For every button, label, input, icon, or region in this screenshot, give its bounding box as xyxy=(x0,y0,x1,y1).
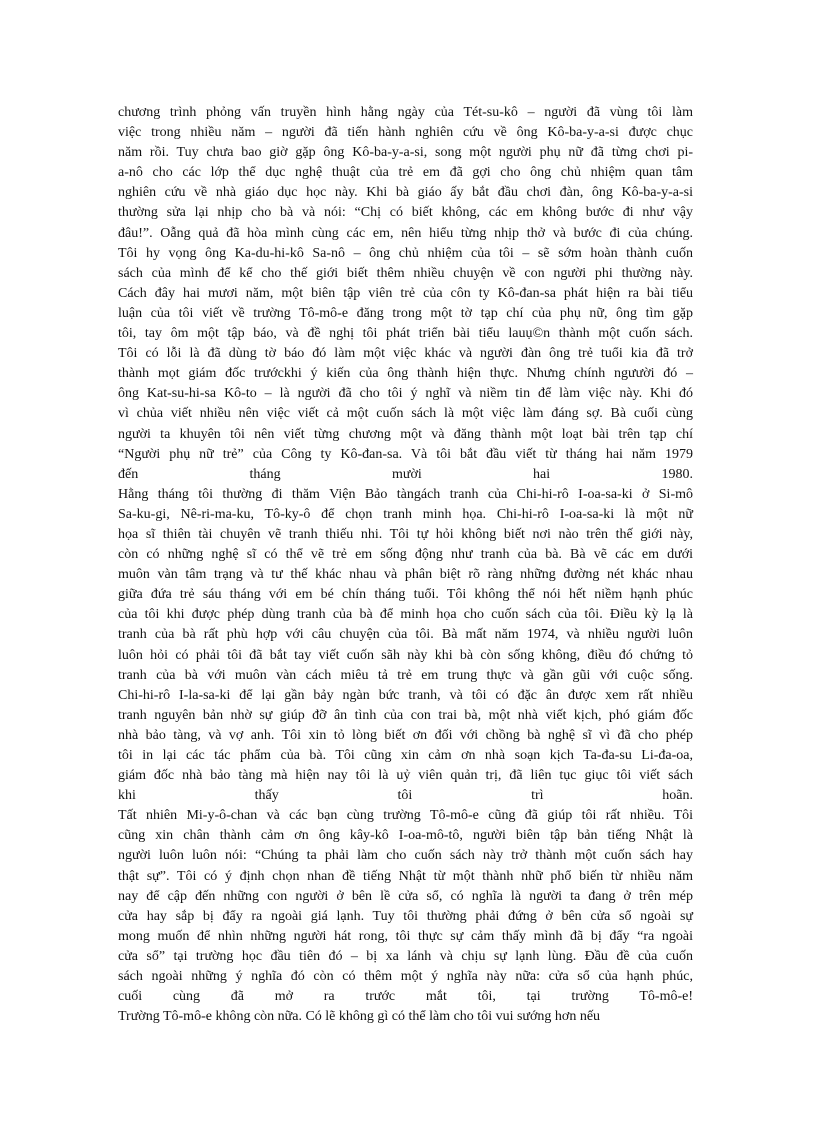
text-line: Trường Tô-mô-e không còn nữa. Có lẽ không gì có thể làm cho tôi vui sướng hơn nếu xyxy=(118,1009,601,1025)
text-line: tranh nguyên bản nhờ sự giúp đỡ ân tình của con trai bà, một nhà viết kịch, phó giám đốc xyxy=(118,707,693,723)
text-line: người luôn luôn nói: “Chúng ta phải làm cho cuốn sách này trở thành một cuốn sách hay xyxy=(118,848,693,864)
text-line: nghiên cứu về nhà giáo dục học này. Khi bà giáo ấy bắt đầu chơi đàn, ông Kô-ba-y-a-si xyxy=(118,185,693,201)
text-line: giám đốc nhà bảo tàng mà hiện nay tôi là uỷ viên quản trị, đã liên tục giục tôi viết sách xyxy=(118,768,693,784)
text-line: Sa-ku-gi, Nê-ri-ma-ku, Tô-ky-ô để chọn tranh minh họa. Chi-hi-rô I-oa-sa-ki là một nữ xyxy=(118,506,693,522)
text-line: đâu!”. Oẫng quả đã hòa mình cùng các em, nên hiểu từng nhịp thở và bước đi của chúng. xyxy=(118,225,693,241)
text-line: đến tháng mười hai 1980. xyxy=(118,466,693,482)
text-line: thành mọt giám đốc trướckhi ý kiến của ông thành hiện thực. Nhưng chính ngưười đó – xyxy=(118,366,693,382)
text-line: cửa hay sắp bị đẩy ra ngoài giá lạnh. Tuy tôi thường phải đứng ở bên cửa sổ ngoài sự xyxy=(118,908,693,924)
text-line: Tôi có lỗi là đã dùng tờ báo đó làm một việc khác và người đàn ông trẻ tuổi kia đã trở xyxy=(118,346,693,362)
text-line: năm rồi. Tuy chưa bao giờ gặp ông Kô-ba-y-a-si, song một người phụ nữ đã từng chơi pi- xyxy=(118,145,693,161)
text-line: còn có những nghệ sĩ có thể vẽ trẻ em sống động như tranh của bà. Bà vẽ các em dưới xyxy=(118,547,693,563)
text-line: tranh của bà rất phù hợp với câu chuyện của tôi. Bà mất năm 1974, và nhiều người luôn xyxy=(118,627,693,643)
text-line: sách của mình để kể cho thế giới biết thêm nhiều chuyện về con người phi thường này. xyxy=(118,265,693,281)
text-line: nay để cập đến những con người ở bên lề cửa sổ, có nghĩa là người ta đang ở trên mép xyxy=(118,888,693,904)
text-line: Chi-hi-rô I-la-sa-ki để lại gần bảy ngàn bức tranh, và tôi có đặc ân được xem rất nhiều xyxy=(118,687,693,703)
text-line: cửa sổ” tại trường học đầu tiên đó – bị xa lánh và chịu sự lạnh lùng. Đầu đề của cuốn xyxy=(118,948,693,964)
text-line: luôn hỏi có phải tôi đã bắt tay viết cuốn sãh này khi bà còn sống không, điều đó chứng tỏ xyxy=(118,647,693,663)
text-line: khi thấy tôi trì hoãn. xyxy=(118,788,693,804)
text-line: nhà bảo tàng, và vợ anh. Tôi xin tỏ lòng biết ơn đối với chồng bà nghệ sĩ vì đã cho phép xyxy=(118,727,693,743)
text-line: sách ngoài những ý nghĩa đó còn có thêm một ý nghĩa này nữa: cửa sổ của hạnh phúc, xyxy=(118,969,693,985)
text-line: tôi, tay ôm một tập báo, và đề nghị tôi phát triển bài tiểu lauụ©n thành một cuốn sách. xyxy=(118,326,693,342)
text-line: “Người phụ nữ trẻ” của Công ty Kô-đan-sa. Và tôi bắt đầu viết từ tháng hai năm 1979 xyxy=(118,446,693,462)
text-line: tranh của bà với muôn vàn cách miêu tả trẻ em trung thực và gần gũi với cuộc sống. xyxy=(118,667,693,683)
text-line: thật sự”. Tôi có ý định chọn nhan đề tiếng Nhật từ một thành nhữ phổ biến từ nhiều năm xyxy=(118,868,693,884)
text-line: cuối cùng đã mở ra trước mắt tôi, tại trường Tô-mô-e! xyxy=(118,989,693,1005)
text-line: giữa đứa trẻ sáu tháng với em bé chín tháng tuổi. Tôi không thể nói hết niềm hạnh phúc xyxy=(118,587,693,603)
text-line: người ta khuyên tôi nên viết từng chương một và đăng thành một loạt bài trên tạp chí xyxy=(118,426,693,442)
text-line: Hằng tháng tôi thường đi thăm Viện Bảo tàngách tranh của Chi-hi-rô I-oa-sa-ki ở Si-mô xyxy=(118,486,693,502)
text-line: cũng xin chân thành cảm ơn ông kây-kô I-oa-mô-tô, người biên tập bản tiếng Nhật là xyxy=(118,828,693,844)
text-line: ông Kat-su-hi-sa Kô-to – là người đã cho tôi ý nghĩ và niềm tin để làm việc này. Khi đó xyxy=(118,386,693,402)
text-line: vì chủa viết nhiều nên việc viết cả một cuốn sách là một việc làm đáng sợ. Bà cuối cùng xyxy=(118,406,693,422)
text-line: tôi in lại các tác phẩm của bà. Tôi cũng xin cảm ơn nhà soạn kịch Ta-đa-su Li-đa-oa, xyxy=(118,748,693,763)
text-line: mong muốn để nhìn những người hát rong, tôi thực sự cảm thấy mình đã bị đẩy “ra ngoài xyxy=(118,928,693,944)
body-text xyxy=(118,103,693,1027)
text-line: thường sửa lại nhịp cho bà và nói: “Chị có biết không, các em không bước đi như vậy xyxy=(118,205,693,221)
text-line: luận của tôi viết về trường Tô-mô-e đăng trong một tờ tạp chí của phụ nữ, ông tìm gặp xyxy=(118,305,693,321)
text-line: muôn vàn tâm trạng và tư thế khác nhau và phân biệt rõ ràng những đường nét khác nhau xyxy=(118,567,693,583)
text-line: việc trong nhiều năm – người đã tiến hành nghiên cứu về ông Kô-ba-y-a-si được chục xyxy=(118,125,693,141)
text-line: a-nô cho các lớp thể dục nghệ thuật của trẻ em đã gợi cho ông chủ nhiệm quan tâm xyxy=(118,165,693,181)
text-line: Cách đây hai mươi năm, một biên tập viên trẻ của côn ty Kô-đan-sa phát hiện ra bài tiểu xyxy=(118,285,693,301)
text-line: Tất nhiên Mi-y-ô-chan và các bạn cùng trường Tô-mô-e cũng đã giúp tôi rất nhiều. Tôi xyxy=(118,808,693,824)
text-line: của tôi khi được phép dùng tranh của bà để minh họa cho cuốn sách của tôi. Điều kỳ lạ là xyxy=(118,607,693,623)
text-line: họa sĩ thiên tài chuyên vẽ tranh thiếu nhi. Tôi tự hỏi không biết nơi nào trên thế giới này, xyxy=(118,526,693,542)
text-line: Tôi hy vọng ông Ka-du-hi-kô Sa-nô – ông chủ nhiệm của tôi – sẽ sớm hoàn thành cuốn xyxy=(118,245,693,261)
text-line: chương trình phỏng vấn truyền hình hằng ngày của Tét-su-kô – người đã vùng tôi làm xyxy=(118,105,693,120)
